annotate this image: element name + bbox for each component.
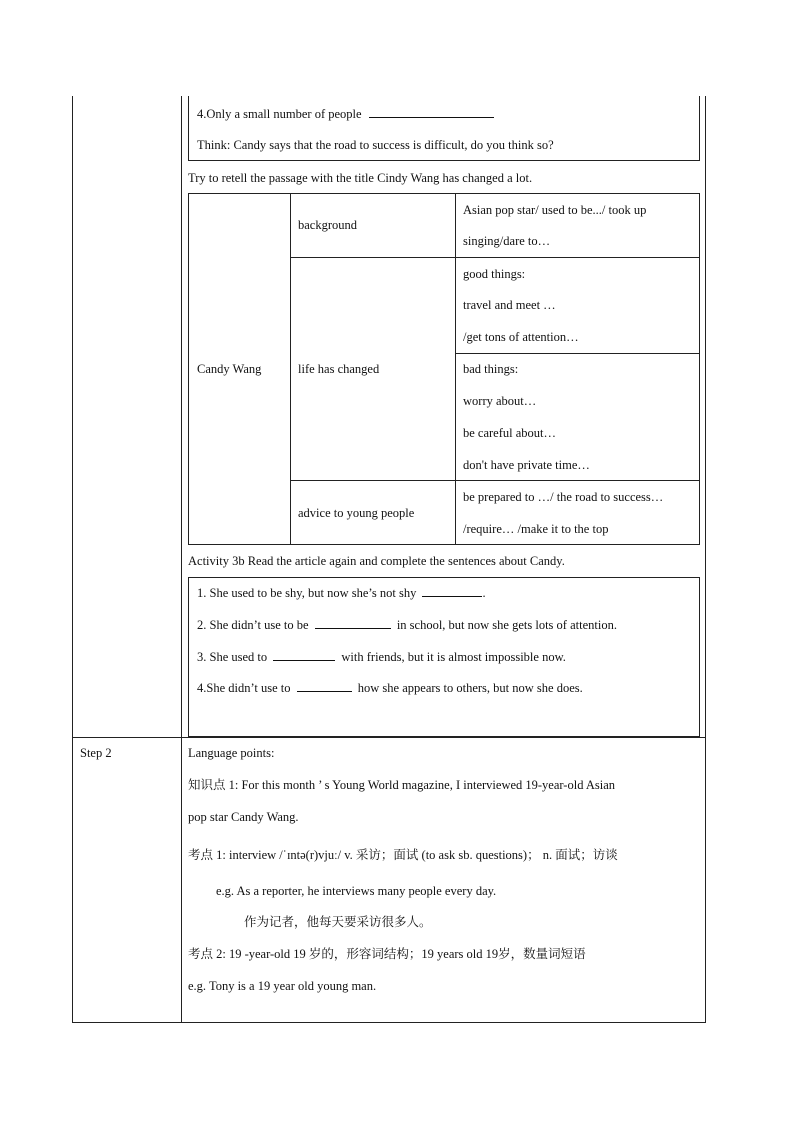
- think-question: Think: Candy says that the road to success is difficult, do you think so?: [197, 138, 554, 152]
- sentence-2: [197, 617, 617, 633]
- question-4: [197, 106, 494, 122]
- bad-things-heading: bad things:: [463, 362, 519, 376]
- sentence-4-after: how she appears to others, but now she does.: [357, 681, 583, 695]
- good-things-note-2: /get tons of attention…: [463, 330, 579, 344]
- sentence-1-after: .: [482, 586, 486, 600]
- sentence-4-before: 4.She didn’t use to: [197, 681, 291, 695]
- exam-point-2: 考点 2: 19 -year-old 19 岁的，形容词结构；19 years old 19岁，数量词短语: [188, 947, 586, 961]
- activity-title: Activity 3b Read the article again and complete the sentences about Candy.: [188, 554, 565, 568]
- exam-point-2-example: e.g. Tony is a 19 year old young man.: [188, 979, 377, 993]
- outer-left-border: [72, 96, 73, 1022]
- background-note-1: Asian pop star/ used to be.../ took up: [463, 203, 647, 217]
- advice-note-2: /require… /make it to the top: [463, 522, 609, 536]
- topic-advice: advice to young people: [298, 506, 415, 520]
- retell-subject: Candy Wang: [197, 362, 262, 376]
- sentence-1-before: 1. She used to be shy, but now she’s not shy: [197, 586, 417, 600]
- language-points-heading: Language points:: [188, 746, 275, 760]
- outer-bottom-border: [72, 1022, 706, 1023]
- exam-point-1-example: e.g. As a reporter, he interviews many people every day.: [216, 884, 497, 898]
- exam-point-1: 考点 1: interview /ˈɪntə(r)vjuː/ v. 采访；面试 (to ask sb. questions)； n. 面试；访谈: [188, 848, 618, 862]
- background-note-2: singing/dare to…: [463, 234, 551, 248]
- knowledge-point-1-line-1: 知识点 1: For this month ’ s Young World magazine, I interviewed 19-year-old Asian: [188, 778, 616, 792]
- sentence-2-blank[interactable]: [315, 617, 391, 629]
- bad-things-note-2: be careful about…: [463, 426, 557, 440]
- outer-row-divider: [72, 737, 705, 738]
- question-4-blank[interactable]: [369, 106, 494, 118]
- sentence-4: [197, 680, 583, 696]
- retell-col-1: [290, 193, 291, 545]
- sentence-1: [197, 585, 486, 601]
- sentence-3-before: 3. She used to: [197, 650, 268, 664]
- retell-row-split: [455, 353, 699, 354]
- outer-right-border: [705, 96, 706, 1022]
- retell-row-1: [290, 257, 699, 258]
- bad-things-note-3: don't have private time…: [463, 458, 590, 472]
- retell-instruction: Try to retell the passage with the title Cindy Wang has changed a lot.: [188, 171, 533, 185]
- topic-life-changed: life has changed: [298, 362, 380, 376]
- sentence-4-blank[interactable]: [297, 680, 352, 692]
- sentence-3-after: with friends, but it is almost impossible now.: [341, 650, 566, 664]
- good-things-heading: good things:: [463, 267, 526, 281]
- advice-note-1: be prepared to …/ the road to success…: [463, 490, 664, 504]
- question-4-text: 4.Only a small number of people: [197, 107, 362, 121]
- bad-things-note-1: worry about…: [463, 394, 537, 408]
- step-2-label: Step 2: [80, 746, 112, 760]
- retell-row-2: [290, 480, 699, 481]
- sentence-1-blank[interactable]: [422, 585, 482, 597]
- exam-point-1-translation: 作为记者，他每天要采访很多人。: [244, 915, 432, 929]
- sentence-3: [197, 649, 566, 665]
- sentence-2-before: 2. She didn’t use to be: [197, 618, 309, 632]
- outer-mid-border: [181, 96, 182, 1022]
- sentence-3-blank[interactable]: [273, 649, 335, 661]
- good-things-note-1: travel and meet …: [463, 298, 556, 312]
- knowledge-point-1-line-2: pop star Candy Wang.: [188, 810, 299, 824]
- sentence-2-after: in school, but now she gets lots of attention.: [396, 618, 617, 632]
- retell-col-2: [455, 193, 456, 545]
- topic-background: background: [298, 218, 358, 232]
